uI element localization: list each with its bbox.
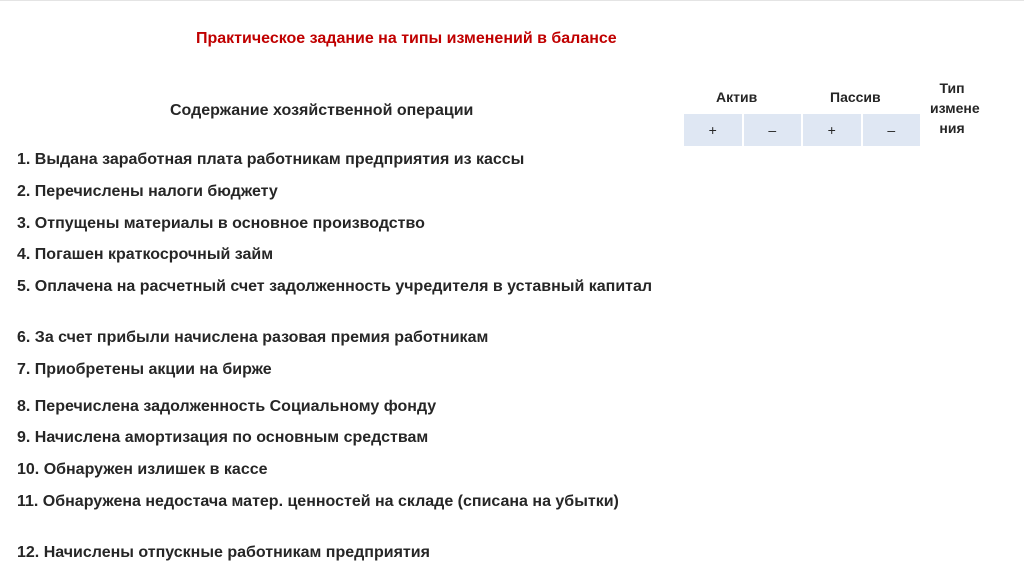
top-divider [0,0,1024,1]
aktiv-plus-cell: + [684,114,742,146]
operation-item: 3. Отпущены материалы в основное производство [17,215,425,232]
operation-item: 4. Погашен краткосрочный займ [17,246,274,263]
operation-item: 7. Приобретены акции на бирже [17,361,272,378]
change-type-header-line: измене [930,100,980,116]
change-type-header [930,78,980,138]
aktiv-header: Актив [716,89,758,105]
slide-title: Практическое задание на типы изменений в балансе [196,30,617,47]
operation-item: 5. Оплачена на расчетный счет задолженность учредителя в уставный капитал [17,278,653,295]
operation-item: 12. Начислены отпускные работникам предприятия [17,544,430,561]
aktiv-minus-cell: – [744,114,802,146]
sign-header-row [684,114,920,146]
operation-item: 8. Перечислена задолженность Социальному фонду [17,398,437,415]
change-type-header-line: Тип [939,80,965,96]
change-type-header-line: ния [939,120,965,136]
operation-item: 11. Обнаружена недостача матер. ценностей на складе (списана на убытки) [17,493,619,510]
passiv-header: Пассив [830,89,881,105]
passiv-plus-cell: + [803,114,861,146]
passiv-minus-cell: – [863,114,921,146]
operation-content-header: Содержание хозяйственной операции [170,102,474,119]
operation-item: 2. Перечислены налоги бюджету [17,183,278,200]
operation-item: 9. Начислена амортизация по основным средствам [17,429,429,446]
operation-item: 1. Выдана заработная плата работникам предприятия из кассы [17,151,525,168]
operation-item: 10. Обнаружен излишек в кассе [17,461,268,478]
operation-item: 6. За счет прибыли начислена разовая премия работникам [17,329,489,346]
